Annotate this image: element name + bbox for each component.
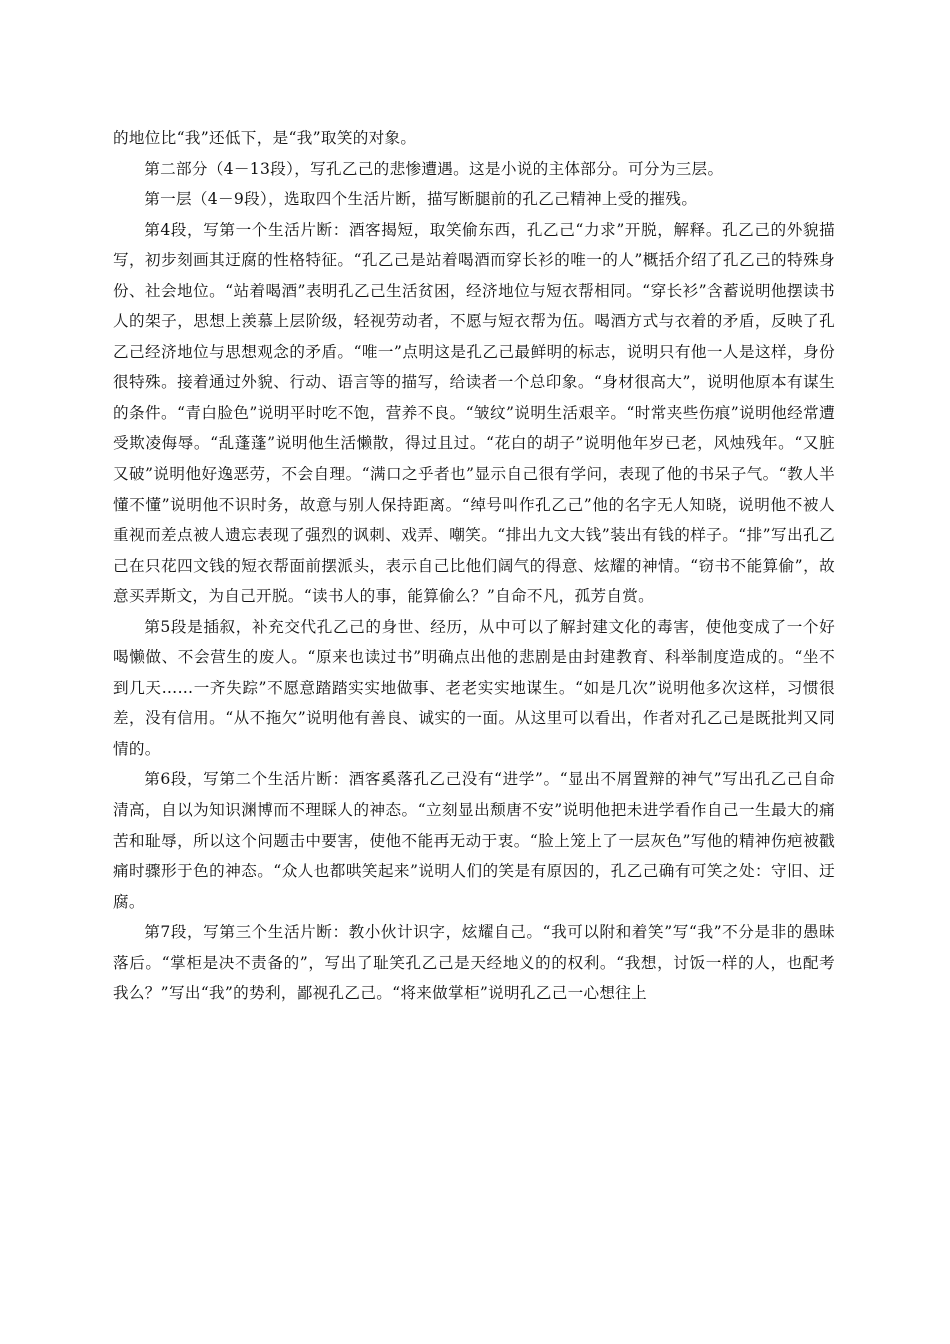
- paragraph-continuation: 的地位比“我”还低下，是“我”取笑的对象。: [113, 129, 417, 147]
- paragraph-part-two: 第二部分（4－13段），写孔乙己的悲惨遭遇。这是小说的主体部分。可分为三层。: [144, 159, 724, 178]
- document-body: [113, 123, 835, 1009]
- paragraph-section-6: 第6段，写第二个生活片断：酒客奚落孔乙己没有“进学”。“显出不屑置辩的神气”写出孔乙己自命清高，自以为知识渊博而不理睬人的神态。“立刻显出颓唐不安”说明他把未进学看作自己一生最大的痛苦和耻辱，所以这个问题击中要害，使他不能再无动于衷。“脸上笼上了一层灰色”写他的精神伤疤被戳痛时骤形于色的神态。“众人也都哄笑起来”说明人们的笑是有原因的，孔乙己确有可笑之处：守旧、迂腐。: [113, 770, 835, 911]
- paragraph-section-4: 第4段，写第一个生活片断：酒客揭短，取笑偷东西，孔乙己“力求”开脱，解释。孔乙己的外貌描写，初步刻画其迂腐的性格特征。“孔乙己是站着喝酒而穿长衫的唯一的人”概括介绍了孔乙己的特殊身份、社会地位。“站着喝酒”表明孔乙己生活贫困，经济地位与短衣帮相同。“穿长衫”含蓄说明他摆读书人的架子，思想上羡慕上层阶级，轻视劳动者，不愿与短衣帮为伍。喝酒方式与衣着的矛盾，反映了孔乙己经济地位与思想观念的矛盾。“唯一”点明这是孔乙己最鲜明的标志，说明只有他一人是这样，身份很特殊。接着通过外貌、行动、语言等的描写，给读者一个总印象。“身材很高大”，说明他原本有谋生的条件。“青白脸色”说明平时吃不饱，营养不良。“皱纹”说明生活艰辛。“时常夹些伤痕”说明他经常遭受欺凌侮辱。“乱蓬蓬”说明他生活懒散，得过且过。“花白的胡子”说明他年岁已老，风烛残年。“又脏又破”说明他好逸恶劳，不会自理。“满口之乎者也”显示自己很有学问，表现了他的书呆子气。“教人半懂不懂”说明他不识时务，故意与别人保持距离。“绰号叫作孔乙己”他的名字无人知晓，说明他不被人重视而差点被人遗忘表现了强烈的讽刺、戏弄、嘲笑。“排出九文大钱”装出有钱的样子。“排”写出孔乙己在只花四文钱的短衣帮面前摆派头，表示自己比他们阔气的得意、炫耀的神情。“窃书不能算偷”，故意买弄斯文，为自己开脱。“读书人的事，能算偷么？”自命不凡，孤芳自赏。: [113, 220, 835, 606]
- paragraph-layer-one: 第一层（4－9段），选取四个生活片断，描写断腿前的孔乙己精神上受的摧残。: [144, 190, 698, 209]
- paragraph-section-7: 第7段，写第三个生活片断：教小伙计识字，炫耀自己。“我可以附和着笑”写“我”不分是非的愚昧落后。“掌柜是决不责备的”，写出了耻笑孔乙己是天经地义的的权利。“我想，讨饭一样的人，也配考我么？”写出“我”的势利，鄙视孔乙己。“将来做掌柜”说明孔乙己一心想往上: [113, 923, 835, 1003]
- paragraph-section-5: 第5段是插叙，补充交代孔乙己的身世、经历，从中可以了解封建文化的毒害，使他变成了一个好喝懒做、不会营生的废人。“原来也读过书”明确点出他的悲剧是由封建教育、科举制度造成的。“坐不到几天……一齐失踪”不愿意踏踏实实地做事、老老实实地谋生。“如是几次”说明他多次这样，习惯很差，没有信用。“从不拖欠”说明他有善良、诚实的一面。从这里可以看出，作者对孔乙己是既批判又同情的。: [113, 617, 835, 758]
